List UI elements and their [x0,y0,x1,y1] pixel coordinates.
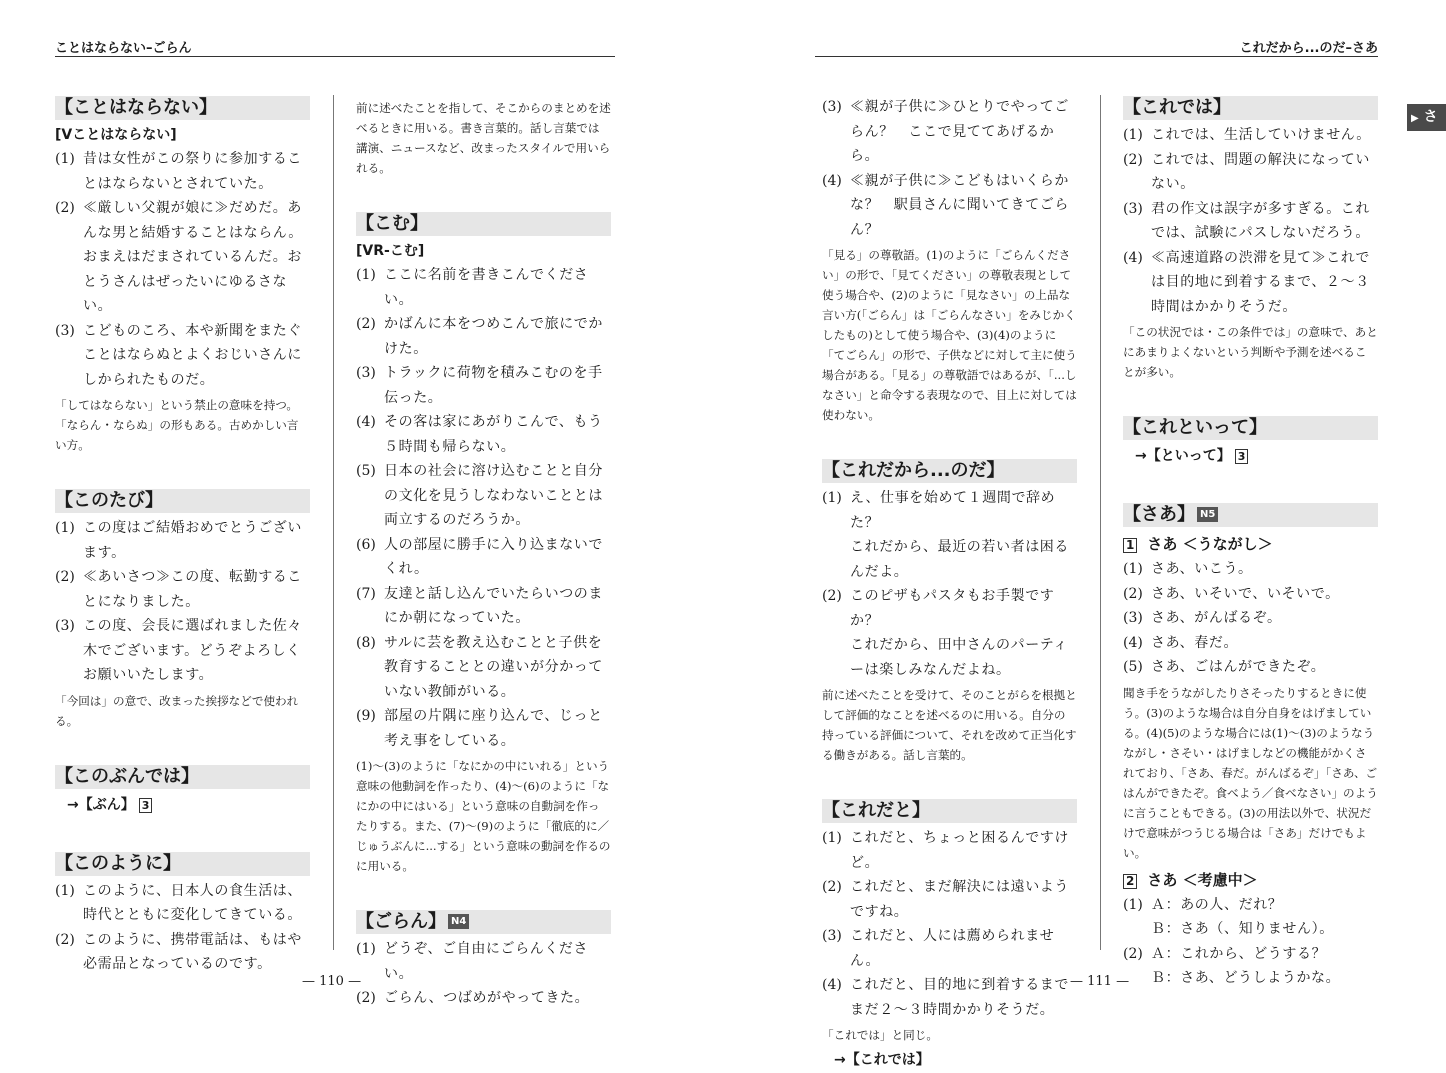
example-sentence [55,147,310,196]
dictionary-entry [822,459,1077,765]
example-number: (6) [356,536,376,553]
example-text: え、仕事を始めて１週間で辞めた？ これだから、最近の若い者は困るんだよ。 [850,490,1069,580]
running-head-right: これだから...のだ–さあ [1239,41,1378,56]
example-sentence [356,986,611,1011]
ref-text: →【ぶん】 [67,796,135,813]
example-number: (2) [55,200,75,216]
example-text: ≪親が子供に≫こどもはいくらかな？ 駅員さんに聞いてきてごらん？ [850,172,1069,238]
heading-text: 【これだから...のだ】 [822,460,1005,481]
sense-heading [1123,531,1378,557]
ref-text: →【といって】 [1135,448,1231,464]
example-text: これでは、生活していけません。 [1151,127,1371,143]
example-number: (1) [1123,561,1143,577]
column-divider [1100,95,1101,950]
usage-note: 「今回は」の意で、改まった挨拶などで使われる。 [55,693,299,728]
example-text: ≪あいさつ≫この度、転勤することになりました。 [83,569,302,610]
example-text: 人の部屋に勝手に入り込まないでくれ。 [384,536,603,577]
running-head-left: ことはならない–ごらん [55,41,192,56]
example-number: (4) [822,172,842,189]
example-sentence [356,631,611,705]
example-sentence [822,826,1077,875]
example-number: (1) [55,151,75,167]
example-sentence [1123,246,1378,320]
example-sentence [822,169,1077,243]
example-sentence [1123,582,1378,607]
sense-heading [1123,867,1378,893]
example-number: (2) [1123,945,1143,962]
example-text: ここに名前を書きこんでください。 [384,267,589,308]
entry-heading [822,799,1077,823]
level-badge: N4 [448,914,469,929]
example-text: その客は家にあがりこんで、もう５時間も帰らない。 [384,414,603,455]
example-number: (2) [1123,151,1143,168]
example-number: (2) [356,316,376,332]
example-sentence [1123,123,1378,148]
example-sentence [1123,893,1378,942]
sense-title: さあ ＜考慮中＞ [1147,870,1258,889]
example-text: このように、日本人の食生活は、時代とともに変化してきている。 [83,882,302,923]
dictionary-entry [55,96,310,455]
example-number: (2) [822,879,842,895]
grammar-pattern: [VR-こむ] [356,243,425,259]
tab-arrow-icon: ▶ [1411,113,1419,124]
example-sentence [356,533,611,582]
example-number: (4) [356,414,376,430]
usage-note: 「この状況では・この条件では」の意味で、あとにあまりよくないという判断や予測を述べることが多い。 [1123,325,1378,379]
ref-sense-number: 3 [139,798,153,813]
usage-note: 聞き手をうながしたりさそったりするときに使う。(3)のような場合は自分自身をはげましている。(4)(5)のような場合には(1)～(3)のようなうながし・さそい・はげましなどの機能がかくされており、「さあ、春だ。がんばるぞ」「さあ、ごはんができたぞ。食べよう／食べなさい」のように言うこともできる。(3)の用法以外で、状況だけで意味がつうじる場合は「さあ」だけでもよい。 [1123,685,1378,860]
example-number: (9) [356,708,376,724]
example-number: (4) [1123,634,1143,651]
example-sentence [822,875,1077,924]
example-number: (3) [55,618,75,634]
example-text: このように、携帯電話は、もはや必需品となっているのです。 [83,931,302,972]
usage-note: 前に述べたことを受けて、そのことがらを根拠として評価的なことを述べるのに用いる。自分の持っている評価について、それを改めて正当化する働きがある。話し言葉的。 [822,688,1077,762]
example-sentence [822,95,1077,169]
example-sentence [822,486,1077,584]
example-sentence [55,565,310,614]
example-number: (5) [356,463,376,479]
dictionary-entry [356,910,611,1011]
cross-reference-link[interactable] [55,792,310,818]
example-text: これだと、まだ解決には遠いようですね。 [850,879,1069,920]
dictionary-entry [55,489,310,731]
heading-text: 【こむ】 [356,213,428,234]
example-text: ≪親が子供に≫ひとりでやってごらん？ ここで見ててあげるから。 [850,99,1069,164]
example-number: (1) [55,882,75,899]
heading-text: 【ことはならない】 [55,97,217,118]
example-number: (3) [356,365,376,381]
example-sentence [1123,655,1378,680]
example-sentence [356,410,611,459]
example-number: (1) [356,941,376,957]
example-sentence [1123,631,1378,656]
usage-note: (1)～(3)のように「なにかの中にいれる」という意味の他動詞を作ったり、(4)～(6)のように「なにかの中にはいる」という意味の自動詞を作ったりする。また、(7)～(9)のように「徹底的に／じゅうぶんに...する」という意味の動詞を作るのに用いる。 [356,759,611,873]
page-number-left: — 110 — [302,974,362,989]
example-text: この度、会長に選ばれました佐々木でございます。どうぞよろしくお願いいたします。 [83,618,302,683]
example-number: (7) [356,585,376,602]
example-text: 昔は女性がこの祭りに参加することはならないとされていた。 [83,151,302,192]
example-text: さあ、いそいで、いそいで。 [1151,585,1340,602]
usage-note: 「してはならない」という禁止の意味を持つ。「ならん・ならぬ」の形もある。古めかしい言い方。 [55,398,299,452]
dictionary-entry [1123,503,1378,991]
tab-label: さ [1423,109,1438,125]
heading-text: 【このぶんでは】 [55,765,199,787]
example-number: (3) [822,99,842,115]
example-number: (1) [1123,896,1143,913]
example-text: トラックに荷物を積みこむのを手伝った。 [384,365,603,406]
example-number: (3) [1123,610,1143,626]
usage-note: 「見る」の尊敬語。(1)のように「ごらんください」の形で、「見てください」の尊敬表現として使う場合や、(2)のように「見なさい」の上品な言い方(「ごらん」は「ごらんなさい」をみじかくしたもの)として使う場合や、(3)(4)のように「てごらん」の形で、子供などに対して主に使う場合がある。「見る」の尊敬語ではあるが、「...しなさい」と命令する表現なので、目上に対しては使わない。 [822,248,1077,422]
usage-note: 「これでは」と同じ。 [822,1028,938,1042]
entry-heading [55,489,310,513]
dictionary-entry [1123,96,1378,382]
example-sentence [1123,942,1378,991]
example-sentence [356,937,611,986]
entry-heading [822,459,1077,483]
dictionary-entry [55,852,310,977]
header-rule-left [55,56,615,57]
heading-text: 【さあ】 [1123,504,1195,525]
entry-heading [356,212,611,236]
example-text: これでは、問題の解決になっていない。 [1151,151,1370,192]
example-text: Ａ：あの人、だれ？ Ｂ：さあ（、知りません）。 [1151,896,1334,937]
example-text: さあ、いこう。 [1151,561,1253,577]
example-text: このピザもパスタもお手製ですか？ これだから、田中さんのパーティーは楽しみなんだよね。 [850,588,1068,678]
example-sentence [55,879,310,928]
dictionary-entry [356,98,611,178]
sense-number: 2 [1123,874,1137,889]
page-number-right: — 111 — [1070,974,1130,989]
entry-heading [356,910,611,934]
sense-title: さあ ＜うながし＞ [1147,535,1273,553]
dictionary-entry [822,95,1077,425]
entry-heading [55,765,310,789]
example-number: (2) [55,569,75,585]
example-number: (4) [822,977,842,993]
index-tab[interactable] [1407,104,1446,131]
example-text: 日本の社会に溶け込むことと自分の文化を見うしなわないこととは両立するのだろうか。 [384,463,603,528]
heading-text: 【ごらん】 [356,911,446,932]
example-number: (3) [1123,200,1143,217]
example-number: (1) [55,520,75,536]
column-2 [356,95,611,1011]
example-sentence [55,928,310,977]
example-sentence [356,263,611,312]
example-text: 部屋の片隅に座り込んで、じっと考え事をしている。 [384,708,603,749]
dictionary-entry [55,765,310,818]
example-number: (1) [822,490,842,506]
example-sentence [1123,148,1378,197]
example-number: (2) [356,990,376,1006]
example-text: ごらん、つばめがやってきた。 [384,990,590,1006]
example-sentence [822,924,1077,973]
header-rule-right [815,56,1378,57]
example-number: (4) [1123,249,1143,266]
example-sentence [55,614,310,688]
heading-text: 【これだと】 [822,800,930,821]
example-sentence [1123,606,1378,631]
example-number: (3) [822,928,842,944]
example-text: これだと、目的地に到着するまでまだ２～３時間かかりそうだ。 [850,977,1069,1018]
example-text: ≪高速道路の渋滞を見て≫これでは目的地に到着するまで、２～３時間はかかりそうだ。 [1151,249,1370,315]
example-number: (2) [1123,585,1143,602]
example-text: これだと、ちょっと困るんですけど。 [850,830,1069,871]
example-sentence [356,361,611,410]
example-number: (8) [356,634,376,651]
entry-heading [1123,96,1378,120]
sense-number: 1 [1123,538,1137,553]
entry-heading [55,852,310,876]
example-text: 君の作文は誤字が多すぎる。これでは、試験にパスしないだろう。 [1151,200,1370,241]
example-sentence [356,312,611,361]
example-sentence [822,584,1077,682]
dictionary-entry [1123,416,1378,469]
example-number: (2) [55,931,75,948]
example-text: さあ、春だ。 [1151,634,1239,651]
example-text: この度はご結婚おめでとうございます。 [83,520,302,561]
dictionary-entry [356,212,611,876]
heading-text: 【このたび】 [55,490,163,511]
heading-text: 【このように】 [55,852,181,874]
cross-reference-link[interactable] [822,1047,1077,1073]
heading-text: 【これといって】 [1123,417,1267,438]
example-sentence [356,582,611,631]
example-number: (2) [822,588,842,604]
example-sentence [55,196,310,319]
ref-text: →【これでは】 [834,1052,930,1068]
example-sentence [822,973,1077,1022]
example-number: (1) [822,830,842,846]
example-text: 友達と話し込んでいたらいつのまにか朝になっていた。 [384,585,603,626]
entry-heading [1123,416,1378,440]
example-sentence [356,704,611,753]
level-badge: N5 [1197,507,1218,522]
entry-heading [55,96,310,120]
ref-sense-number: 3 [1235,449,1249,464]
example-text: どうぞ、ご自由にごらんください。 [384,941,589,982]
example-text: かばんに本をつめこんで旅にでかけた。 [384,316,603,357]
column-4 [1123,96,1378,991]
heading-text: 【これでは】 [1123,97,1231,118]
example-number: (5) [1123,659,1143,675]
example-sentence [55,319,310,393]
example-text: さあ、がんばるぞ。 [1151,610,1282,626]
example-sentence [55,516,310,565]
example-number: (1) [356,267,376,283]
example-sentence [356,459,611,533]
example-text: Ａ：これから、どうする？ Ｂ：さあ、どうしようかな。 [1151,945,1341,986]
example-text: ≪厳しい父親が娘に≫だめだ。あんな男と結婚することはならん。おまえはだまされているんだ。おとうさんはぜったいにゆるさない。 [83,200,303,314]
example-text: サルに芸を教え込むことと子供を教育することとの違いが分かっていない教師がいる。 [384,634,603,700]
example-text: これだと、人には薦められません。 [850,928,1055,969]
grammar-pattern: [Vことはならない] [55,127,177,143]
cross-reference-link[interactable] [1123,443,1378,469]
example-sentence [1123,557,1378,582]
entry-heading [1123,503,1378,527]
usage-note: 前に述べたことを指して、そこからのまとめを述べるときに用いる。書き言葉的。話し言葉では講演、ニュースなど、改まったスタイルで用いられる。 [356,101,611,175]
example-number: (3) [55,322,75,339]
column-1 [55,96,310,977]
example-text: こどものころ、本や新聞をまたぐことはならぬとよくおじいさんにしかられたものだ。 [83,322,302,388]
column-3 [822,95,1077,1073]
example-number: (1) [1123,127,1143,143]
example-sentence [1123,197,1378,246]
example-text: さあ、ごはんができたぞ。 [1151,659,1326,675]
column-divider [333,95,334,950]
dictionary-entry [822,799,1077,1073]
